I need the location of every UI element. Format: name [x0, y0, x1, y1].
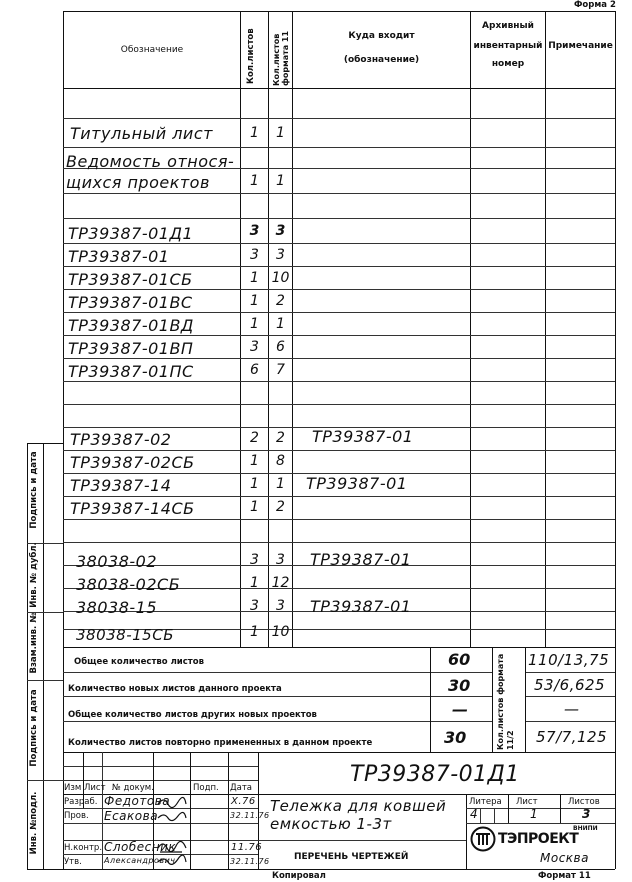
sheet-value: 1 — [530, 807, 539, 821]
tb-col-docnum: № докум. — [112, 783, 154, 793]
side-label: Подпись и дата — [29, 451, 39, 529]
table-row-designation: ТР39387-14 — [70, 476, 172, 495]
table-row-sheets: 1 — [250, 173, 259, 189]
sheets-value: 3 — [582, 807, 591, 821]
table-row-sheets: 2 — [250, 430, 259, 446]
org-prefix: ВНИПИ — [573, 825, 598, 832]
header-archive-2: инвентарный — [473, 41, 543, 51]
sheets-label: Листов — [568, 797, 600, 807]
side-label: Инв. №подл. — [29, 791, 39, 855]
header-where-used-2: (обозначение) — [343, 55, 420, 65]
table-row-f11: 3 — [276, 598, 285, 614]
org-logo-icon — [470, 826, 496, 852]
table-row-designation: ТР39387-01Д1 — [68, 224, 194, 243]
tb-date: Х.76 — [231, 796, 256, 807]
summary-label: Количество новых листов данного проекта — [68, 684, 282, 694]
table-row-designation: Ведомость относя- — [66, 152, 235, 171]
table-row-f11: 2 — [276, 430, 285, 446]
table-row-sheets: 3 — [250, 552, 259, 568]
table-row-where-used: ТР39387-01 — [312, 427, 414, 446]
table-row-f11: 6 — [276, 339, 285, 355]
summary-f11-label: Кол.листов формата 11/2 — [496, 653, 515, 750]
tb-name: Александрович — [104, 856, 176, 865]
tb-date: 32.11.76 — [230, 811, 270, 820]
tb-col-date: Дата — [230, 783, 253, 793]
side-label: Инв. № дубл. — [29, 542, 39, 608]
tb-col-izm: Изм — [64, 783, 82, 793]
table-row-sheets: 1 — [250, 476, 259, 492]
table-row-sheets: 1 — [250, 499, 259, 515]
tb-name: Есакова — [104, 809, 159, 823]
table-row-where-used: ТР39387-01 — [310, 550, 412, 569]
table-row-f11: 12 — [271, 575, 290, 591]
header-note: Примечание — [548, 41, 613, 51]
table-row-f11: 10 — [271, 624, 290, 640]
summary-label: Общее количество листов — [74, 657, 204, 667]
table-row-f11: 7 — [276, 362, 285, 378]
table-row-f11: 1 — [276, 316, 285, 332]
summary-f11-value: 53/6,625 — [534, 676, 606, 694]
doc-title-1: Тележка для ковшей — [270, 797, 447, 815]
footer-format: Формат 11 — [538, 871, 591, 881]
table-row-f11: 3 — [275, 223, 286, 239]
table-row-designation: ТР39387-01ВС — [68, 293, 193, 312]
tb-date: 32.11.76 — [230, 857, 270, 866]
summary-f11-value: — — [564, 700, 580, 718]
summary-label: Общее количество листов других новых проектов — [68, 710, 317, 720]
header-archive-1: Архивный — [482, 21, 534, 31]
header-archive-3: номер — [491, 59, 525, 69]
table-row-designation: 38038-02СБ — [76, 575, 181, 594]
table-row-designation: ТР39387-14СБ — [70, 499, 195, 518]
doc-title-2: емкостью 1-3т — [270, 815, 392, 833]
doc-code: ТР39387-01Д1 — [350, 762, 520, 787]
table-row-f11: 3 — [276, 247, 285, 263]
summary-f11-value: 57/7,125 — [536, 728, 608, 746]
summary-value: — — [452, 700, 468, 719]
tb-date: 11.76 — [231, 842, 263, 853]
header-sheets-format11: Кол.листов формата 11 — [272, 30, 290, 86]
header-sheets-count: Кол.листов — [246, 28, 256, 84]
tb-col-list: Лист — [84, 783, 106, 793]
table-row-designation: 38038-15 — [76, 598, 158, 617]
header-designation: Обозначение — [120, 45, 184, 55]
table-row-designation: щихся проектов — [66, 173, 210, 192]
table-row-where-used: ТР39387-01 — [306, 474, 408, 493]
footer-copied: Копировал — [272, 871, 326, 881]
table-row-sheets: 3 — [250, 247, 259, 263]
table-row-designation: 38038-15СБ — [76, 626, 174, 644]
table-row-sheets: 1 — [250, 293, 259, 309]
table-row-sheets: 6 — [250, 362, 259, 378]
tb-role: Разраб. — [64, 797, 98, 807]
table-row-designation: ТР39387-02 — [70, 430, 172, 449]
table-row-designation: ТР39387-01СБ — [68, 270, 193, 289]
litera-value: 4 — [470, 807, 479, 821]
tb-name: Федотова — [104, 794, 171, 808]
table-row-sheets: 3 — [249, 223, 260, 239]
table-row-sheets: 1 — [250, 624, 259, 640]
tb-col-sign: Подп. — [193, 783, 219, 793]
org-logo-text: ТЭПРОЕКТ — [498, 831, 579, 847]
table-row-sheets: 1 — [250, 270, 259, 286]
table-row-f11: 3 — [276, 552, 285, 568]
summary-value: 60 — [448, 650, 471, 669]
doc-type: ПЕРЕЧЕНЬ ЧЕРТЕЖЕЙ — [294, 852, 409, 862]
table-row-sheets: 1 — [250, 316, 259, 332]
form-label: Форма 2 — [574, 0, 616, 10]
table-row-designation: ТР39387-01ПС — [68, 362, 194, 381]
summary-value: 30 — [444, 728, 467, 747]
table-row-f11: 2 — [276, 293, 285, 309]
table-row-sheets: 3 — [250, 598, 259, 614]
summary-f11-value: 110/13,75 — [528, 651, 610, 669]
table-row-designation: ТР39387-02СБ — [70, 453, 195, 472]
side-label: Взам.инв. № — [29, 612, 39, 674]
signatures-icon — [154, 794, 190, 869]
table-row-designation: 38038-02 — [76, 552, 158, 571]
litera-label: Литера — [469, 797, 502, 807]
city: Москва — [540, 851, 589, 865]
summary-label: Количество листов повторно примененных в данном проекте — [68, 738, 373, 748]
table-row-f11: 1 — [276, 173, 285, 189]
tb-name: Слобесник — [104, 840, 177, 854]
table-row-sheets: 1 — [250, 575, 259, 591]
tb-role: Утв. — [64, 857, 82, 867]
table-row-sheets: 1 — [250, 453, 259, 469]
table-row-designation: ТР39387-01ВП — [68, 339, 194, 358]
table-row-f11: 2 — [276, 499, 285, 515]
side-label: Подпись и дата — [29, 689, 39, 767]
summary-value: 30 — [448, 676, 471, 695]
table-row-designation: ТР39387-01ВД — [68, 316, 194, 335]
sheet-label: Лист — [516, 797, 538, 807]
table-row-f11: 8 — [276, 453, 285, 469]
table-row-where-used: ТР39387-01 — [310, 597, 412, 616]
tb-role: Н.контр. — [64, 843, 103, 853]
table-row-designation: ТР39387-01 — [68, 247, 170, 266]
table-row-f11: 1 — [276, 476, 285, 492]
header-where-used-1: Куда входит — [348, 31, 415, 41]
table-row-sheets: 3 — [250, 339, 259, 355]
tb-role: Пров. — [64, 811, 89, 821]
table-row-sheets: 1 — [250, 125, 259, 141]
table-row-f11: 10 — [271, 270, 290, 286]
table-row-f11: 1 — [276, 125, 285, 141]
table-row-designation: Титульный лист — [70, 124, 213, 143]
